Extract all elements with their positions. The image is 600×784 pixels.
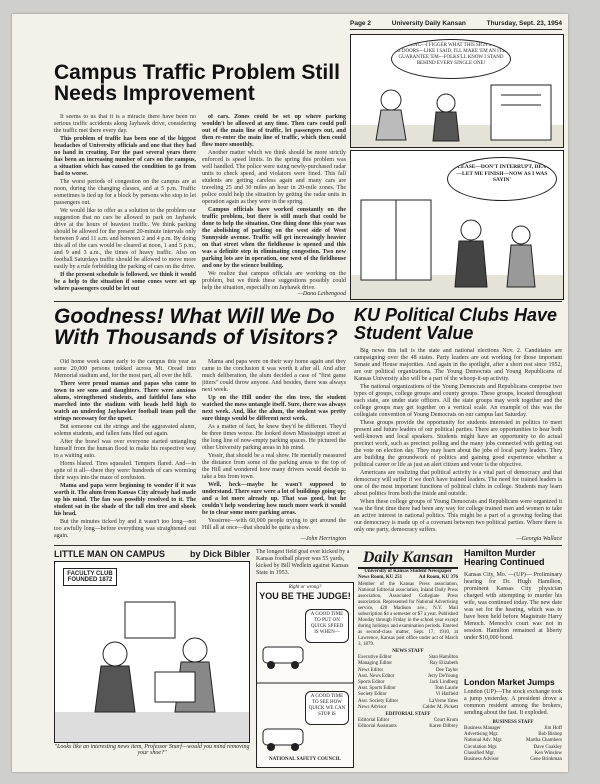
staff-row: Managing Editor Ray Elizabeth <box>358 661 458 667</box>
paragraph: Horns blared. Tires squealed. Tempers flared. And—in spite of it all—there they were: hundreds of cars worming their ways into the maze of confusion. <box>54 461 196 481</box>
paragraph: The worst periods of congestion on the campus are at noon, during the changing classes, and at 5 p.m. Traffic sometimes is tied up for a block by persons who stop to let passengers out. <box>54 179 196 206</box>
campus-traffic-signature: —Dana Leibengood <box>297 291 346 297</box>
staff-row: Editorial Assistants Karen Dilbrey <box>358 724 458 730</box>
contact-row <box>358 575 458 581</box>
cartoon-drawing <box>55 562 249 742</box>
cartoon-title: LITTLE MAN ON CAMPUS <box>54 549 165 559</box>
campus-traffic-headline: Campus Traffic Problem Still Needs Improvement <box>54 61 340 106</box>
field-goal-note: The longest field goal ever kicked by a Kansas football player was 55 yards, kicked by Bill Wedlein against Kansas State in 1953. <box>256 549 350 576</box>
ku-clubs-headline: KU Political Clubs Have Student Value <box>354 305 558 344</box>
paragraph: Americans are realizing that political activity is a vital part of democracy and that democracy will suffer if we don't have trained leaders. The need for trained leaders is one of the most important functions of political clubs in college. Students may learn about politics from both the inside and outside. <box>354 470 562 497</box>
news-staff-list <box>358 655 458 711</box>
paragraph: Up on the Hill under the elm tree, the student watched the mess untangle itself. Sure, there was always next week. And, like the alum, the student was pretty sure things would be different next week. <box>202 395 346 422</box>
paragraph: Big news this fall is the state and national elections Nov. 2. Candidates are campaigning over the 48 states. Party leaders are out working for those important Senate and House majorities. And again in the spotlight, after a short rest since 1952, are our political organizations. The Young Democrats and Young Republicans of Kansas University also will be a part of the whoop-it-up activity. <box>354 348 562 382</box>
cartoon-author: by Dick Bibler <box>189 549 250 559</box>
staff-row: Business Advisor Gene Brinkman <box>464 757 562 763</box>
paragraph: There were proud mamas and papas who came to town to see sons and daughters. There were anxious alums, strengthened students, and faithful fans who marched into the stadium with heads held high to watch an underdog Jayhawker football team pull the strings necessary for the upset. <box>54 381 196 422</box>
goodness-column-1 <box>54 359 196 543</box>
you-be-the-judge <box>256 582 354 768</box>
staff-row: Circulation Mgr. Dave Coakley <box>464 744 562 750</box>
paragraph: As a matter of fact, he knew they'd be different. They'd be three times worse. He looked down Mississippi street at the long line of now-empty parking spaces. He pictured the other University parking areas in his mind. <box>202 424 346 451</box>
staff-row: Society Editor Vi Hatfield <box>358 692 458 698</box>
cartoon-caption: "Looks like an interesting news item, Professor Snarf—would you mind removing your shoe?" <box>54 744 250 756</box>
paragraph: Mama and papa were beginning to wonder if it was worth it. The alum from Kansas City already had made up his mind. The fan was possibly resolved to it. The student sat in the shade of the tall elm tree and shook his head. <box>54 483 196 517</box>
judge-drawing <box>257 607 353 757</box>
paragraph: We would like to offer as a solution to the problem our suggestion that no cars be allowed to park on Jayhawk drive at the hours of heaviest traffic. We think parking should be allowed for the present 20-minute intervals only between 9 and 11 a.m. and between 2 and 4 p.m. By doing this all of the cars would be cleared at noon, 1 and 5 p.m., and 9 and 3 a.m., the times of heavy traffic. Also on football Saturdays traffic should be allowed to move more easily by a rule forbidding the parking of cars on the drive. <box>54 208 196 270</box>
paragraph: of cars. Zones could be set up where parking wouldn't be allowed at any time. Then cars could pull out of the main line of traffic, let passengers out, and then re-enter the main line of traffic, which then could flow more smoothly. <box>202 114 346 148</box>
paragraph: When these college groups of Young Democrats and Republicans were organized it was the first time there had been any way for college trained men and women to take an active interest in national politics. This might be a part of a growing feeling that our democracy is made up of a covenant between two political parties. Where there is only one party, democracy suffers. <box>354 499 562 533</box>
judge-header: Right or wrong? <box>288 585 322 590</box>
editorial-cartoon-panel-top <box>350 34 564 148</box>
paragraph: But the minutes ticked by and it wasn't too long—not too awfully long—before everything was straightened out again. <box>54 519 196 539</box>
paragraph: It seems to us that it is a miracle there have been no serious traffic accidents along Jayhawk drive, considering the traffic met there every day. <box>54 114 196 134</box>
paragraph: Mama and papa were on their way home again and they came to the conclusion it was worth it after all. And after much deliberation, the alum decided a case of "first game jitters" could throw anyone. And besides, there was always next week. <box>202 359 346 393</box>
page-number: Page 2 <box>350 20 371 27</box>
paragraph: This problem of traffic has been one of the biggest headaches of University officials and one that they had no hand in creating. For the past several years there has been an increasing number of cars on the campus, a situation which has caused the condition to go from bad to worse. <box>54 136 196 177</box>
judge-title: YOU BE THE JUDGE! <box>259 591 351 601</box>
staff-row: Classified Mgr. Ken Winslow <box>464 750 562 756</box>
faculty-club-sign: FACULTY CLUB FOUNDED 1872 <box>63 568 117 586</box>
staff-row: News Advisor Calder M. Pickett <box>358 704 458 710</box>
judge-bubble-a: A GOOD TIME TO PUT ON QUICK SPEED IS WHEN— <box>305 609 349 643</box>
judge-footer: NATIONAL SAFETY COUNCIL <box>269 757 341 762</box>
cartoon-drawing-bottom <box>351 195 563 299</box>
cartoon-drawing-top <box>351 75 563 147</box>
speech-bubble: HEY DEAC—I FIGGER WHAT THIS SIGN'S NEED IS DOORS—LIKE I SAID, I'LL MAKE 'EM AN I'LL GUARANTEE 'EM—FOLKS'LL KNOW I STAND BEHIND EVERY SINGLE ONE! <box>391 39 511 79</box>
subhead: University of Kansas Student Newspaper <box>364 569 452 574</box>
masthead <box>350 20 562 27</box>
hamilton-headline: Hamilton Murder Hearing Continued <box>464 548 545 568</box>
staff-row: Asst. Sports Editor Tom Laurie <box>358 686 458 692</box>
little-man-on-campus <box>54 549 250 764</box>
campus-traffic-column-1 <box>54 114 196 297</box>
nameplate: Daily Kansan <box>358 549 458 569</box>
judge-bubble-b: A GOOD TIME TO SEE HOW QUICK WE CAN STOP IS <box>305 691 349 725</box>
hamilton-body: Kansas City, Mo. —(UP)— Preliminary hearing for Dr. Hugh Hamilton, prominent Kansas City physician charged with attempting to murder his wife, was continued today. The new date was set for the hearing, which was to have been held before Magistrate Harry Menoch. Menoch's court was not in session. Hamilton remained at liberty under $10,000 bond. <box>464 572 562 641</box>
paragraph: But someone cut the strings and the aggravated alums, solemn students, and fallen fans filed out again. <box>54 424 196 437</box>
paragraph: After the brawl was over everyone started untangling himself from the human flood to make his respective way to a waiting auto. <box>54 439 196 459</box>
business-staff-title: BUSINESS STAFF <box>492 720 534 725</box>
staff-row: Business Manager Jim Hoff <box>464 726 562 731</box>
newspaper-page <box>12 14 568 772</box>
staff-row: Asst. Society Editor LaVerne Yates <box>358 698 458 704</box>
paragraph: Well, heck—maybe he wasn't supposed to understand. There sure were a lot of buildings going up; and a lot more already up. That was good, but he couldn't help wondering how much more work it would be to clear some more parking areas. <box>202 482 346 516</box>
cartoon-frame <box>54 561 250 743</box>
paragraph: Another matter which we think should be more strictly enforced is speed limits. In the spring this problem was well handled. The police were using newly-purchased radar units to check speed, and violators were fined. This fall students are getting careless again and many cars are traveling 25 and 30 miles an hour in 20-mile zones. The police could help the situation by getting the radar units in operation again as they were in the spring. <box>202 150 346 205</box>
daily-kansan-masthead <box>358 549 458 767</box>
paragraph: If the present schedule is followed, we think it would be a help to the situation if some cones were set up where passengers could be let out <box>54 272 196 292</box>
staff-row: National Adv. Mgr. Martha Chambers <box>464 738 562 744</box>
staff-row: Executive Editor Stan Hamilton <box>358 655 458 661</box>
paragraph: Yessirree—with 60,000 people trying to get around the Hill all at once—that should be quite a show. <box>202 518 346 531</box>
campus-traffic-column-2 <box>202 114 346 290</box>
paragraph: The national organizations of the Young Democrats and Republicans comprise two types of groups, college groups and county groups. These groups, located throughout each state, are under state officers. All the state groups may work together and the college groups may get together on a vertical scale. An example of this was the collegiate convention of Young Democrats on our campus last Saturday. <box>354 384 562 418</box>
paragraph: Yessir, that should be a real show. He mentally measured the distance from some of the parking areas to the top of the Hill and wondered how many drivers would decide to take a bus from town. <box>202 453 346 480</box>
paper-name: University Daily Kansan <box>391 20 466 27</box>
business-staff <box>464 720 562 763</box>
issue-date: Thursday, Sept. 23, 1954 <box>486 20 562 27</box>
news-room: News Room, KU 251 <box>358 575 403 580</box>
london-body: London (UP)—The stock exchange took a jump yesterday. A president drove a common resident among the brokers, sending about the fast. It exploded. <box>464 689 562 716</box>
masthead-description: Member of the Kansas Press association, National Editorial association, Inland Daily Press association, Associated Collegiate Press association. Represented for National Advertising service, 420 Madison ave., N.Y. Mail subscription $4 a semester or $7 a year. Published Monday through Friday in the school year except during holidays and examination periods. Entered as second-class matter, Sept. 17, 1910, at Lawrence, Kansas post office under act of March 3, 1879. <box>358 582 458 648</box>
ku-clubs-body <box>354 348 562 534</box>
cartoon-header <box>54 549 250 559</box>
editorial-staff-title: EDITORIAL STAFF <box>385 712 431 718</box>
paragraph: Campus officials have worked constantly on the traffic problem, but there is still much that could be done to help the situation. One thing done this year was the abolishing of parking on the west side of West Sunnyside avenue. Traffic will get increasingly heavier on that street when the fieldhouse is opened and this was a definite step in eliminating congestion. Two new parking lots are in operation, one west of the fieldhouse and one by the science building. <box>202 207 346 269</box>
staff-row: Sports Editor Jack Lindberg <box>358 680 458 686</box>
editorial-cartoon-panel-bottom <box>350 150 564 300</box>
ku-clubs-signature: —Georgia Wallace <box>516 536 562 542</box>
news-staff-title: NEWS STAFF <box>392 649 424 655</box>
london-headline: London Market Jumps <box>464 677 555 687</box>
goodness-headline: Goodness! What Will We Do With Thousands of Visitors? <box>54 305 338 350</box>
goodness-signature: —John Herrington <box>300 536 346 542</box>
paragraph: Old home week came early to the campus this year as some 20,000 persons trekked across Mt. Oread into Memorial stadium and, for the most part, all over the hill. <box>54 359 196 379</box>
paragraph: We realize that campus officials are working on the problem, but we think these suggestions possibly could help the situation, especially on Jayhawk drive. <box>202 271 346 290</box>
staff-row: News Editor Dee Taylor <box>358 667 458 673</box>
speech-bubble: PLEASE—DON'T INTERRUPT, DEAC—LET ME FINISH—NOW AS I WAS SAYIN' <box>447 157 557 201</box>
staff-row: Asst. News Editor Jerry DeYoung <box>358 673 458 679</box>
goodness-column-2 <box>202 359 346 537</box>
paragraph: These groups provide the opportunity for students interested in politics to meet present and future leaders of our political parties. There are opportunities to hear both well-known and local speakers. Students might have an opportunity to do actual precinct work, such as precinct polling and the many jobs connected with getting out the vote on election day. They may learn about the jobs of local party leaders. They are building the groundwork of politics and gaining good experience whether a political career or life as just an alert citizen and voter is the objective. <box>354 420 562 468</box>
ad-room: Ad Room, KU 376 <box>418 575 458 580</box>
staff-row: Editorial Editor Court Krum <box>358 718 458 724</box>
staff-row: Advertising Mgr. Bob Bishop <box>464 732 562 738</box>
